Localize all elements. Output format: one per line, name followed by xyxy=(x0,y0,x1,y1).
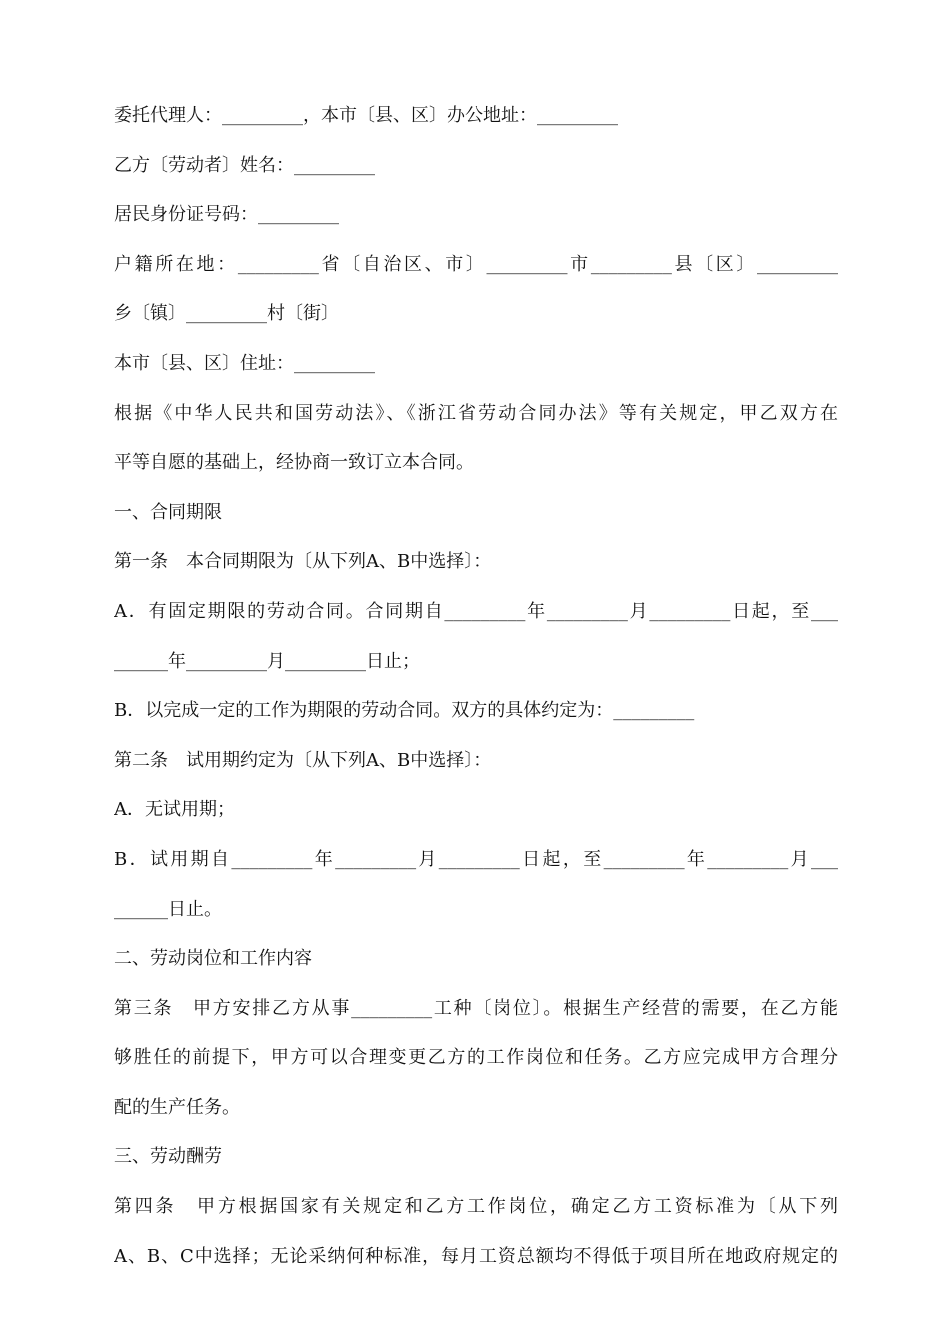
preamble-line-1: 根据《中华人民共和国劳动法》、《浙江省劳动合同办法》等有关规定，甲乙双方在 xyxy=(114,402,838,424)
article-1-heading: 第一条 本合同期限为〔从下列A、B中选择〕： xyxy=(114,551,492,573)
article-2-option-b-line-2: ______日止。 xyxy=(114,898,222,920)
section-heading-contract-term: 一、合同期限 xyxy=(114,501,222,523)
household-registration-line: 户籍所在地：_________省〔自治区、市〕_________市_________县〔区〕_________ xyxy=(114,253,838,275)
agent-address-line: 委托代理人：_________，本市〔县、区〕办公地址：_________ xyxy=(114,105,618,126)
article-4-line-1: 第四条 甲方根据国家有关规定和乙方工作岗位，确定乙方工资标准为〔从下列 xyxy=(114,1196,838,1218)
article-1-option-b: B．以完成一定的工作为期限的劳动合同。双方的具体约定为：_________ xyxy=(114,700,695,722)
article-1-option-a-line-2: ______年_________月_________日止； xyxy=(114,650,420,672)
article-3-line-3: 配的生产任务。 xyxy=(114,1096,240,1118)
section-heading-remuneration: 三、劳动酬劳 xyxy=(114,1146,222,1168)
article-2-option-b-line-1: B．试用期自_________年_________月_________日起，至_________年_________月___ xyxy=(114,848,838,870)
article-1-option-a-line-1: A．有固定期限的劳动合同。合同期自_________年_________月_________日起，至___ xyxy=(114,600,838,622)
preamble-line-2: 平等自愿的基础上，经协商一致订立本合同。 xyxy=(114,452,474,474)
local-address-line: 本市〔县、区〕住址：_________ xyxy=(114,352,375,374)
article-2-option-a: A．无试用期； xyxy=(114,799,235,821)
party-b-name-line: 乙方〔劳动者〕姓名：_________ xyxy=(114,154,375,176)
article-2-heading: 第二条 试用期约定为〔从下列A、B中选择〕： xyxy=(114,749,492,771)
article-3-line-2: 够胜任的前提下，甲方可以合理变更乙方的工作岗位和任务。乙方应完成甲方合理分 xyxy=(114,1047,838,1069)
article-3-line-1: 第三条 甲方安排乙方从事_________工种〔岗位〕。根据生产经营的需要，在乙方能 xyxy=(114,997,838,1019)
section-heading-job-position: 二、劳动岗位和工作内容 xyxy=(114,948,312,970)
article-4-line-2: A、B、C中选择；无论采纳何种标准，每月工资总额均不得低于项目所在地政府规定的 xyxy=(114,1245,838,1267)
contract-document xyxy=(114,91,838,1281)
id-number-line: 居民身份证号码：_________ xyxy=(114,204,339,226)
township-village-line: 乡〔镇〕_________村〔街〕 xyxy=(114,303,339,325)
